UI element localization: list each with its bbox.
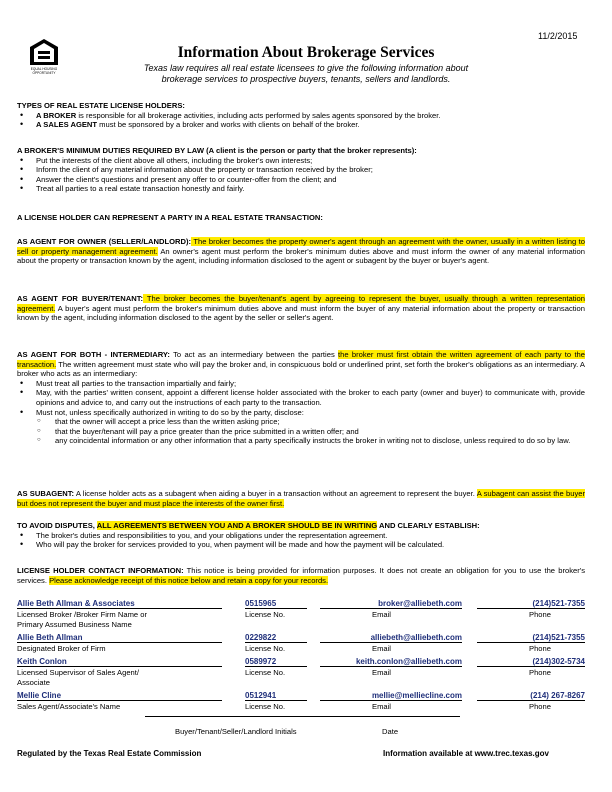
intermediary-item: • Must treat all parties to the transaction impartially and fairly; xyxy=(17,379,585,389)
sales-agent-license: 0512941 xyxy=(245,691,307,701)
duty-item: • Inform the client of any material information about the property or transaction received by the broker; xyxy=(17,165,585,175)
broker-firm-phone: (214)521-7355 xyxy=(477,599,585,609)
sales-agent-text: must be sponsored by a broker and works with clients on behalf of the broker. xyxy=(97,120,360,130)
supervisor-label-2: Associate xyxy=(17,678,50,687)
initials-label: Buyer/Tenant/Seller/Landlord Initials xyxy=(175,727,297,736)
broker-firm-email: broker@alliebeth.com xyxy=(320,599,462,609)
intermediary-heading: AS AGENT FOR BOTH - INTERMEDIARY: xyxy=(17,350,170,359)
supervisor-license: 0589972 xyxy=(245,657,307,667)
disclosure-subitem: ○ any coincidental information or any other information that a party specifically instructs the broker in writing not to disclose, unless required to do so by law. xyxy=(17,436,585,446)
phone-label: Phone xyxy=(529,702,551,711)
supervisor-phone: (214)302-5734 xyxy=(477,657,585,667)
duty-item: • Treat all parties to a real estate transaction honestly and fairly. xyxy=(17,184,585,194)
footer-info-link[interactable]: Information available at www.trec.texas.gov xyxy=(383,749,549,758)
broker-firm-label-2: Primary Assumed Business Name xyxy=(17,620,132,629)
contact-highlight: Please acknowledge receipt of this notice below and retain a copy for your records. xyxy=(49,575,329,585)
designated-broker-license: 0229822 xyxy=(245,633,307,643)
designated-broker-phone: (214)521-7355 xyxy=(477,633,585,643)
logo-caption: EQUAL HOUSING OPPORTUNITY xyxy=(30,67,58,75)
intermediary-text-2: The written agreement must state who will pay the broker and, in conspicuous bold or underlined print, set forth the broker's obligations as an intermediary. A broker who acts as an intermediary: xyxy=(17,359,585,379)
contact-info-section xyxy=(17,566,585,585)
intermediary-intro xyxy=(17,350,585,379)
disclosure-subitem: ○ that the owner will accept a price less than the written asking price; xyxy=(17,417,585,427)
designated-broker-email: alliebeth@alliebeth.com xyxy=(320,633,462,643)
contact-table xyxy=(17,599,585,715)
license-label: License No. xyxy=(245,610,286,619)
duty-item: • Put the interests of the client above all others, including the broker's own interests; xyxy=(17,156,585,166)
designated-broker-label: Designated Broker of Firm xyxy=(17,644,106,653)
sales-agent-label: Sales Agent/Associate's Name xyxy=(17,702,121,711)
sales-agent-email: mellie@melliecline.com xyxy=(320,691,462,701)
broker-firm-name: Allie Beth Allman & Associates xyxy=(17,599,222,609)
agent-for-buyer-section xyxy=(17,294,585,323)
disputes-heading xyxy=(17,521,585,531)
signature-line[interactable] xyxy=(145,716,460,717)
broker-definition xyxy=(17,111,585,121)
license-label: License No. xyxy=(245,644,286,653)
footer-regulator: Regulated by the Texas Real Estate Commission xyxy=(17,749,202,758)
document-date: 11/2/2015 xyxy=(538,31,578,41)
buyer-highlight: The broker becomes the buyer/tenant's agent by agreeing to represent the buyer, usually through a written representation agreement. xyxy=(17,294,585,313)
email-label: Email xyxy=(372,702,391,711)
subtitle-line-1: Texas law requires all real estate licensees to give the following information about xyxy=(143,63,469,73)
minimum-duties-section xyxy=(17,146,585,194)
page-title: Information About Brokerage Services xyxy=(177,44,435,61)
phone-label: Phone xyxy=(529,610,551,619)
broker-term: A BROKER xyxy=(36,110,77,120)
disputes-item: • Who will pay the broker for services provided to you, when payment will be made and how the payment will be calculated. xyxy=(17,540,585,550)
license-label: License No. xyxy=(245,702,286,711)
disputes-highlight: ALL AGREEMENTS BETWEEN YOU AND A BROKER SHOULD BE IN WRITING xyxy=(96,521,378,530)
disputes-item: • The broker's duties and responsibilities to you, and your obligations under the representation agreement. xyxy=(17,531,585,541)
license-label: License No. xyxy=(245,668,286,677)
supervisor-email: keith.conlon@alliebeth.com xyxy=(320,657,462,667)
phone-label: Phone xyxy=(529,644,551,653)
owner-heading: AS AGENT FOR OWNER (SELLER/LANDLORD): xyxy=(17,237,192,246)
date-label: Date xyxy=(382,727,399,736)
buyer-text: A buyer's agent must perform the broker's minimum duties above and must inform the buyer of any material information about the property or transaction known by the agent, including information disclosed to the agent by the seller or seller's agent. xyxy=(17,303,585,323)
supervisor-label: Licensed Supervisor of Sales Agent/ xyxy=(17,668,139,677)
contact-row-broker-firm xyxy=(17,599,585,633)
owner-highlight: The broker becomes the property owner's agent through an agreement with the owner, usually in a written listing to sell or property management agreement. xyxy=(17,237,585,256)
contact-text: This notice is being provided for information purposes. It does not create an obligation for you to use the broker's services. xyxy=(17,566,585,585)
subagent-highlight: A subagent can assist the buyer but does not represent the buyer and must place the interests of the owner first. xyxy=(17,489,585,508)
disputes-heading-2: AND CLEARLY ESTABLISH: xyxy=(377,521,480,530)
sales-agent-phone: (214) 267-8267 xyxy=(477,691,585,701)
phone-label: Phone xyxy=(529,668,551,677)
designated-broker-name: Allie Beth Allman xyxy=(17,633,222,643)
email-label: Email xyxy=(372,644,391,653)
contact-row-sales-agent xyxy=(17,691,585,715)
sales-agent-name: Mellie Cline xyxy=(17,691,222,701)
supervisor-name: Keith Conlon xyxy=(17,657,222,667)
owner-text: An owner's agent must perform the broker's minimum duties above and must inform the owner of any material information about the property or transaction known by the agent, including information disclosed to the agent or subagent by the buyer or buyer's agent. xyxy=(17,246,585,266)
license-types-heading: TYPES OF REAL ESTATE LICENSE HOLDERS: xyxy=(17,101,185,110)
intermediary-section xyxy=(17,350,585,446)
represent-heading: A LICENSE HOLDER CAN REPRESENT A PARTY IN A REAL ESTATE TRANSACTION: xyxy=(17,213,323,222)
contact-row-designated-broker xyxy=(17,633,585,657)
buyer-heading: AS AGENT FOR BUYER/TENANT: xyxy=(17,294,144,303)
sales-agent-term: A SALES AGENT xyxy=(36,120,98,130)
license-types-section xyxy=(17,101,585,130)
subtitle-line-2: brokerage services to prospective buyers, tenants, sellers and landlords. xyxy=(161,74,451,84)
duty-item: • Answer the client's questions and present any offer to or counter-offer from the client; and xyxy=(17,175,585,185)
subagent-text: A license holder acts as a subagent when aiding a buyer in a transaction without an agreement to represent the buyer. xyxy=(74,489,477,498)
disputes-section xyxy=(17,521,585,550)
intermediary-item: • May, with the parties' written consent, appoint a different license holder associated with the broker to each party (owner and buyer) to communicate with, provide opinions and advice to, and carry out the instructions of each party to the transaction. xyxy=(17,388,585,407)
intermediary-highlight: the broker must first obtain the written agreement of each party to the transaction. xyxy=(17,350,586,369)
disputes-heading-1: TO AVOID DISPUTES, xyxy=(17,521,97,530)
broker-firm-label: Licensed Broker /Broker Firm Name or xyxy=(17,610,147,619)
broker-firm-license: 0515965 xyxy=(245,599,307,609)
contact-heading: LICENSE HOLDER CONTACT INFORMATION: xyxy=(17,566,184,575)
subagent-heading: AS SUBAGENT: xyxy=(17,489,75,498)
email-label: Email xyxy=(372,610,391,619)
sales-agent-definition xyxy=(17,120,585,130)
subagent-section xyxy=(17,489,585,508)
intermediary-text-1: To act as an intermediary between the parties xyxy=(169,350,339,359)
disclosure-subitem: ○ that the buyer/tenant will pay a price greater than the price submitted in a written offer; and xyxy=(17,427,585,437)
intermediary-item: • Must not, unless specifically authorized in writing to do so by the party, disclose: xyxy=(17,408,585,418)
page-subtitle xyxy=(100,63,512,85)
email-label: Email xyxy=(372,668,391,677)
agent-for-owner-section xyxy=(17,237,585,266)
contact-row-supervisor xyxy=(17,657,585,691)
broker-text: is responsible for all brokerage activities, including acts performed by sales agents sponsored by the broker. xyxy=(76,110,441,120)
minimum-duties-heading: A BROKER'S MINIMUM DUTIES REQUIRED BY LAW (A client is the person or party that the broker represents): xyxy=(17,146,417,155)
